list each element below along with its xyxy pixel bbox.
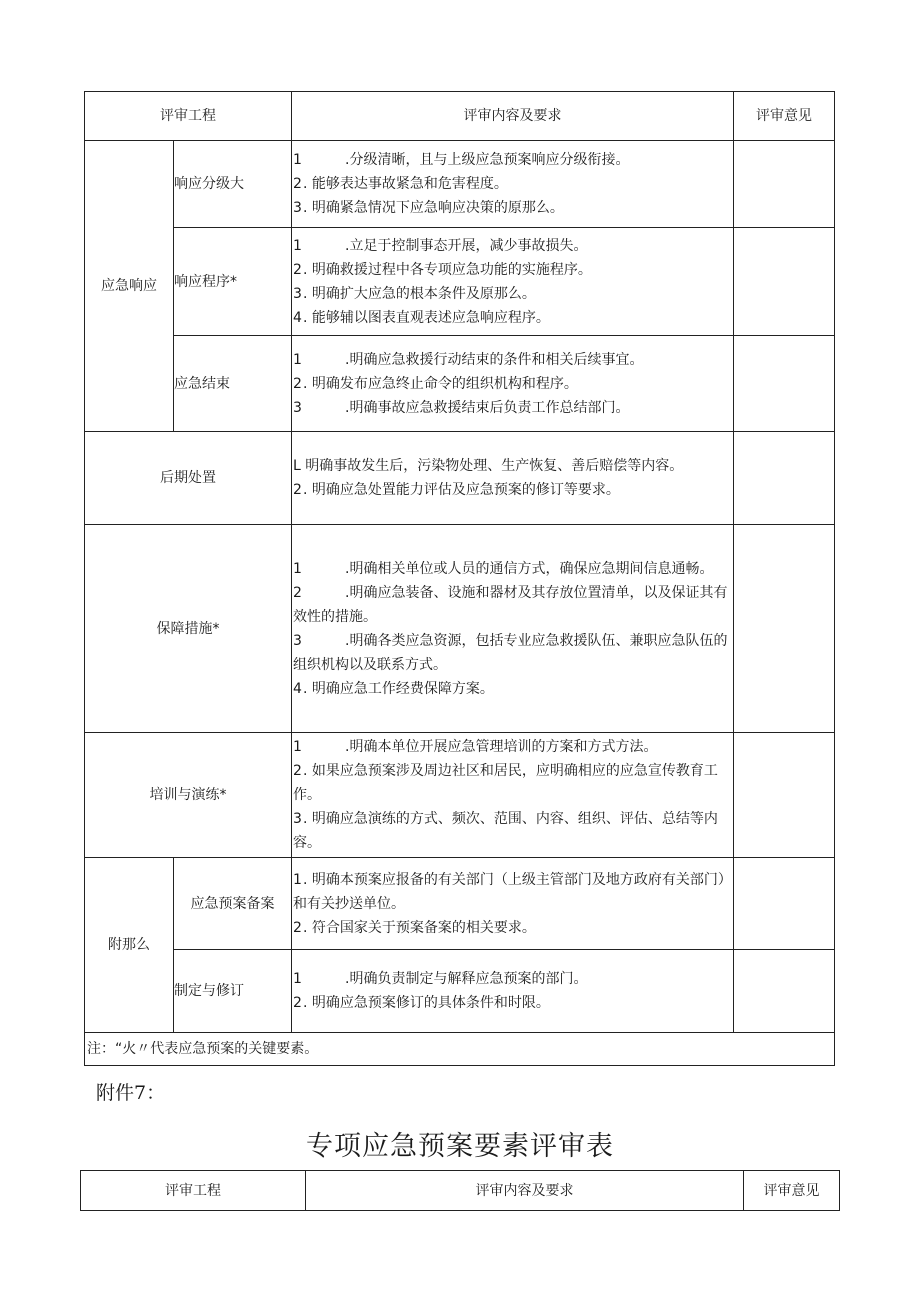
- header-item: 评审工程: [85, 92, 292, 141]
- table-row: [85, 336, 835, 432]
- requirement-line: 1 .立足于控制事态开展，减少事故损失。: [293, 237, 588, 254]
- attachment-label: 附件7：: [96, 1082, 166, 1104]
- header-content: 评审内容及要求: [292, 92, 734, 141]
- requirement-line: 1 .明确本单位开展应急管理培训的方案和方式方法。: [293, 739, 658, 755]
- section-training: 培训与演练*: [85, 733, 292, 858]
- requirement-line: 1 .分级清晰，且与上级应急预案响应分级衔接。: [293, 152, 630, 168]
- table-header-row: [85, 92, 835, 141]
- requirement-line: 3. 明确扩大应急的根本条件及原那么。: [293, 285, 536, 302]
- section-appendix: 附那么: [85, 858, 174, 1033]
- subsection-termination: 应急结束: [174, 336, 292, 432]
- review-table-2: [80, 1170, 840, 1211]
- requirement-line: 3. 明确应急演练的方式、频次、范围、内容、组织、评估、总结等内容。: [293, 811, 718, 851]
- requirement-line: 4. 明确应急工作经费保障方案。: [293, 680, 494, 697]
- header-opinion: 评审意见: [734, 92, 835, 141]
- requirements-cell: [292, 228, 734, 336]
- header-item: 评审工程: [81, 1171, 306, 1211]
- requirement-line: 1. 明确本预案应报备的有关部门（上级主管部门及地方政府有关部门）和有关抄送单位。: [293, 871, 725, 912]
- table-row: [85, 141, 835, 228]
- opinion-cell[interactable]: [734, 228, 835, 336]
- subsection-procedure: 响应程序*: [174, 228, 292, 336]
- requirements-cell: [292, 525, 734, 733]
- requirement-line: 3. 明确紧急情况下应急响应决策的原那么。: [293, 200, 564, 216]
- requirement-line: 3 .明确各类应急资源，包括专业应急救援队伍、兼职应急队伍的组织机构以及联系方式。: [293, 632, 728, 673]
- requirement-line: 2 .明确应急装备、设施和器材及其存放位置清单，以及保证其有效性的措施。: [293, 584, 728, 625]
- page-title: 专项应急预案要素评审表: [306, 1131, 614, 1162]
- opinion-cell[interactable]: [734, 950, 835, 1033]
- requirement-line: 3 .明确事故应急救援结束后负责工作总结部门。: [293, 399, 630, 416]
- table-row: [85, 228, 835, 336]
- subsection-revision: 制定与修订: [174, 950, 292, 1033]
- opinion-cell[interactable]: [734, 141, 835, 228]
- opinion-cell[interactable]: [734, 432, 835, 525]
- table-row: [85, 858, 835, 950]
- subsection-filing: 应急预案备案: [174, 858, 292, 950]
- section-safeguards: 保障措施*: [85, 525, 292, 733]
- section-aftermath: 后期处置: [85, 432, 292, 525]
- requirement-line: 2. 明确应急预案修订的具体条件和时限。: [293, 995, 550, 1011]
- requirement-line: 2. 明确发布应急终止命令的组织机构和程序。: [293, 375, 578, 392]
- requirements-cell: [292, 141, 734, 228]
- requirements-cell: [292, 733, 734, 858]
- section-emergency-response: 应急响应: [85, 141, 174, 432]
- requirement-line: 1 .明确相关单位或人员的通信方式，确保应急期间信息通畅。: [293, 560, 714, 577]
- table-row: [85, 432, 835, 525]
- opinion-cell[interactable]: [734, 858, 835, 950]
- header-content: 评审内容及要求: [306, 1171, 744, 1211]
- table-row: [85, 525, 835, 733]
- requirements-cell: [292, 336, 734, 432]
- opinion-cell[interactable]: [734, 733, 835, 858]
- table-header-row: [81, 1171, 840, 1211]
- requirements-cell: [292, 950, 734, 1033]
- requirement-line: L 明确事故发生后，污染物处理、生产恢复、善后赔偿等内容。: [293, 458, 684, 474]
- opinion-cell[interactable]: [734, 336, 835, 432]
- table-row: [85, 733, 835, 858]
- requirement-line: 2. 明确救援过程中各专项应急功能的实施程序。: [293, 261, 592, 278]
- requirements-cell: [292, 432, 734, 525]
- table-row: [85, 950, 835, 1033]
- header-opinion: 评审意见: [744, 1171, 840, 1211]
- requirement-line: 4. 能够辅以图表直观表述应急响应程序。: [293, 309, 550, 326]
- requirement-line: 2. 如果应急预案涉及周边社区和居民，应明确相应的应急宣传教育工作。: [293, 763, 718, 803]
- requirements-cell: [292, 858, 734, 950]
- opinion-cell[interactable]: [734, 525, 835, 733]
- requirement-line: 2. 符合国家关于预案备案的相关要求。: [293, 919, 536, 936]
- review-table-1: [84, 91, 835, 1066]
- table-note: 注：“火〃代表应急预案的关键要素。: [85, 1033, 835, 1066]
- requirement-line: 2. 明确应急处置能力评估及应急预案的修订等要求。: [293, 482, 620, 498]
- subsection-grading: 响应分级大: [174, 141, 292, 228]
- requirement-line: 1 .明确应急救援行动结束的条件和相关后续事宜。: [293, 351, 644, 368]
- requirement-line: 1 .明确负责制定与解释应急预案的部门。: [293, 971, 588, 987]
- note-row: [85, 1033, 835, 1066]
- requirement-line: 2. 能够表达事故紧急和危害程度。: [293, 176, 508, 192]
